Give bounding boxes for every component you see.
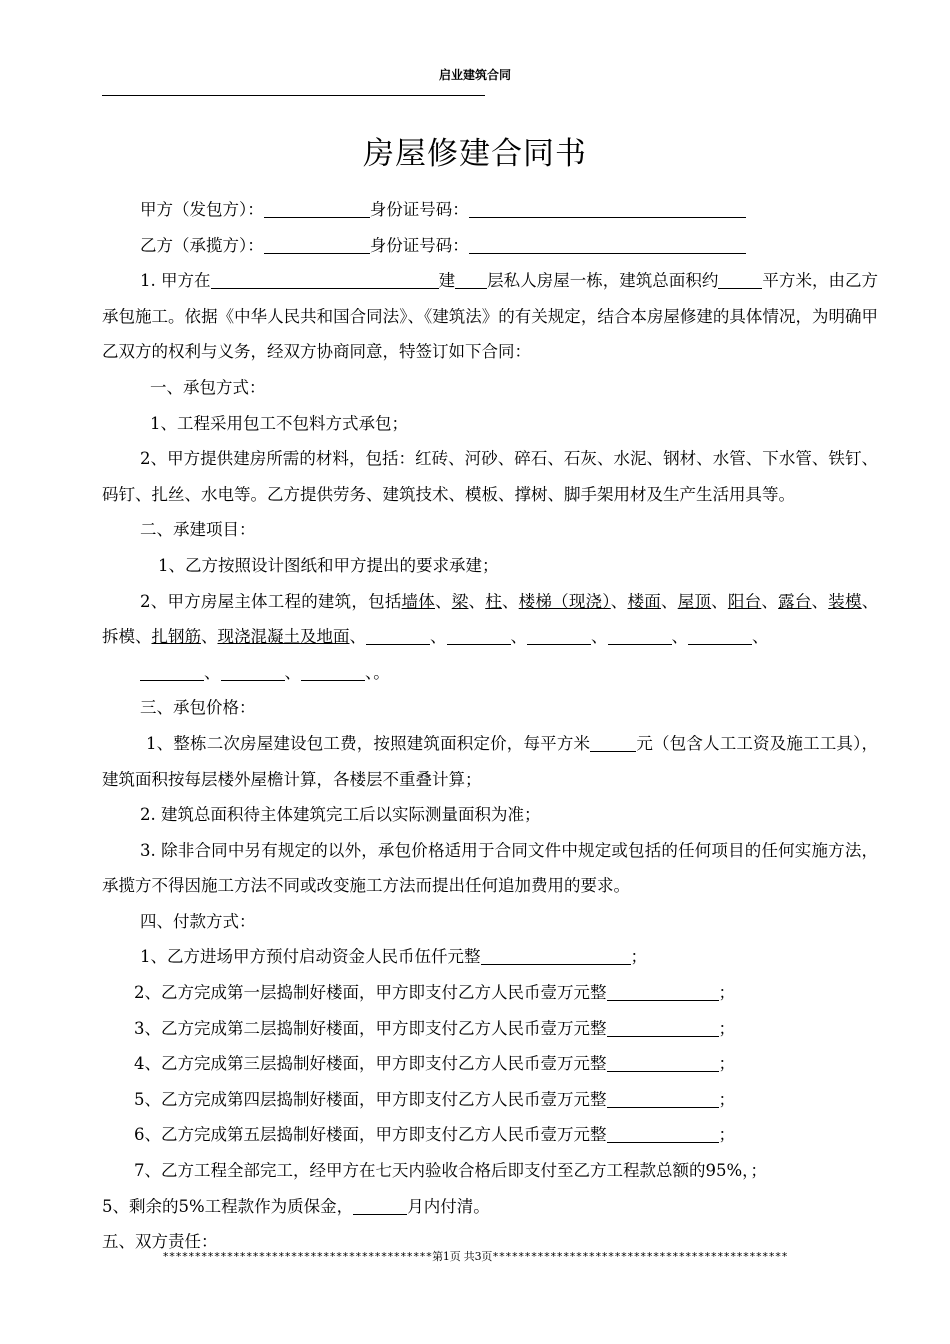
location-blank[interactable] bbox=[211, 270, 439, 289]
sep: 、 bbox=[591, 627, 608, 647]
sep: 、 bbox=[711, 591, 728, 611]
term-wall: 墙体 bbox=[401, 591, 435, 611]
party-b-id-label: 身份证号码： bbox=[369, 235, 469, 255]
semicolon: ； bbox=[718, 1125, 735, 1145]
payment-item-3 bbox=[102, 1011, 878, 1047]
sep: 、 bbox=[365, 662, 374, 682]
extra-item-blank[interactable] bbox=[140, 662, 204, 681]
header-rule bbox=[102, 95, 485, 96]
sep: 、 bbox=[201, 627, 218, 647]
term-column: 柱 bbox=[485, 591, 502, 611]
section-1-item-1: 1、工程采用包工不包料方式承包； bbox=[150, 413, 408, 433]
sep: 、 bbox=[660, 591, 678, 611]
page-number: 第1页 共3页 bbox=[432, 1250, 493, 1263]
term-balcony: 阳台 bbox=[727, 591, 762, 611]
semicolon: ； bbox=[630, 947, 647, 967]
payment-item-7: 7、乙方工程全部完工，经甲方在七天内验收合格后即支付至乙方工程款总额的95%，； bbox=[134, 1161, 767, 1181]
term-concrete: 现浇混凝土及地面 bbox=[217, 627, 350, 647]
intro-text-a: 1. 甲方在 bbox=[140, 271, 211, 291]
semicolon: ； bbox=[718, 1054, 735, 1074]
section-2-item-1: 1、乙方按照设计图纸和甲方提出的要求承建； bbox=[158, 555, 499, 575]
section-4-heading: 四、付款方式： bbox=[140, 911, 256, 931]
payment-text: 5、乙方完成第四层捣制好楼面，甲方即支付乙方人民币壹万元整 bbox=[134, 1089, 607, 1109]
party-a-id-blank[interactable] bbox=[469, 199, 746, 218]
list-end: 。 bbox=[373, 662, 390, 682]
payment-item-retention bbox=[102, 1189, 878, 1225]
semicolon: ； bbox=[718, 983, 735, 1003]
semicolon: ； bbox=[718, 1089, 735, 1109]
floors-blank[interactable] bbox=[455, 270, 487, 289]
contract-body bbox=[102, 192, 878, 1260]
sep: 、 bbox=[135, 627, 152, 647]
sep: 、 bbox=[861, 591, 879, 611]
payment-blank[interactable] bbox=[607, 1018, 719, 1037]
party-b-line bbox=[102, 228, 878, 264]
area-blank[interactable] bbox=[718, 270, 762, 289]
sep: 、 bbox=[510, 627, 527, 647]
payment-item-5 bbox=[102, 1082, 878, 1118]
intro-text-cont: 米，由乙方承包施工。依据《中华人民共和国合同法》、《建筑法》的有关规定，结合本房屋修建的具体情况，为明确甲乙双方的权利与义务，经双方协商同意，特签订如下合同： bbox=[102, 271, 879, 362]
payment-item-6 bbox=[102, 1117, 878, 1153]
term-stairs: 楼梯（现浇） bbox=[518, 591, 611, 611]
section-1-item-2: 2、甲方提供建房所需的材料，包括：红砖、河砂、碎石、石灰、水泥、钢材、水管、下水管、铁钉、码钉、扎丝、水电等。乙方提供劳务、建筑技术、模板、撑树、脚手架用材及生产生活用具等。 bbox=[102, 449, 878, 504]
payment-text: 4、乙方完成第三层捣制好楼面，甲方即支付乙方人民币壹万元整 bbox=[134, 1054, 607, 1074]
party-b-label: 乙方（承揽方）： bbox=[140, 235, 264, 255]
footer-stars-left: ****************************************** bbox=[162, 1250, 433, 1263]
party-a-line bbox=[102, 192, 878, 228]
term-rebar: 扎钢筋 bbox=[151, 627, 201, 647]
party-a-id-label: 身份证号码： bbox=[369, 200, 469, 219]
term-formwork: 装模 bbox=[828, 591, 862, 611]
party-a-name-blank[interactable] bbox=[264, 199, 370, 218]
payment-blank[interactable] bbox=[607, 1089, 719, 1108]
term-remove-formwork: 拆模 bbox=[102, 627, 135, 647]
section-3-heading: 三、承包价格： bbox=[140, 698, 256, 718]
retention-text-b: 月内付清。 bbox=[407, 1196, 490, 1216]
payment-item-1 bbox=[102, 939, 878, 975]
retention-text-a: 5、剩余的5%工程款作为质保金， bbox=[102, 1196, 354, 1216]
payment-text: 3、乙方完成第二层捣制好楼面，甲方即支付乙方人民币壹万元整 bbox=[134, 1018, 607, 1038]
party-b-name-blank[interactable] bbox=[264, 235, 370, 254]
extra-item-blank[interactable] bbox=[447, 626, 511, 645]
extra-item-blank[interactable] bbox=[301, 662, 365, 681]
payment-text: 6、乙方完成第五层捣制好楼面，甲方即支付乙方人民币壹万元整 bbox=[134, 1125, 607, 1145]
sep: 、 bbox=[610, 591, 628, 611]
intro-text-d: 平方 bbox=[762, 271, 796, 291]
payment-blank[interactable] bbox=[607, 1053, 719, 1072]
section-1-heading: 一、承包方式： bbox=[150, 377, 266, 397]
sep: 、 bbox=[349, 627, 366, 647]
retention-months-blank[interactable] bbox=[353, 1196, 407, 1215]
extra-item-blank[interactable] bbox=[221, 662, 285, 681]
payment-blank[interactable] bbox=[607, 982, 719, 1001]
running-header: 启业建筑合同 bbox=[438, 68, 511, 82]
term-floor: 楼面 bbox=[627, 591, 661, 611]
extra-item-blank[interactable] bbox=[527, 626, 591, 645]
price-text-a: 1、整栋二次房屋建设包工费，按照建筑面积定价，每平方米 bbox=[146, 733, 591, 753]
price-per-sqm-blank[interactable] bbox=[590, 733, 636, 752]
section-3-item-3: 3. 除非合同中另有规定的以外，承包价格适用于合同文件中规定或包括的任何项目的任何实施方法，承揽方不得因施工方法不同或改变施工方法而提出任何追加费用的要求。 bbox=[102, 840, 878, 896]
section-3-item-1 bbox=[102, 726, 878, 797]
sep: 、 bbox=[501, 591, 519, 611]
section-5-heading: 五、双方责任： bbox=[102, 1232, 218, 1252]
payment-item-2 bbox=[102, 975, 878, 1011]
sep: 、 bbox=[468, 591, 486, 611]
payment-text: 1、乙方进场甲方预付启动资金人民币伍仟元整 bbox=[140, 947, 481, 967]
term-roof: 屋顶 bbox=[677, 591, 712, 611]
document-title: 房屋修建合同书 bbox=[363, 136, 587, 172]
sep: 、 bbox=[435, 591, 452, 611]
party-a-label: 甲方（发包方）： bbox=[140, 200, 264, 219]
intro-text-b: 建 bbox=[438, 271, 456, 291]
sep: 、 bbox=[752, 627, 769, 647]
payment-text: 2、乙方完成第一层捣制好楼面，甲方即支付乙方人民币壹万元整 bbox=[134, 983, 607, 1003]
semicolon: ； bbox=[718, 1018, 735, 1038]
item2-prefix: 2、甲方房屋主体工程的建筑，包括 bbox=[140, 591, 402, 611]
footer-stars-right: ********************************************** bbox=[492, 1250, 788, 1263]
intro-paragraph bbox=[102, 263, 878, 370]
sep: 、 bbox=[284, 662, 301, 682]
sep: 、 bbox=[761, 591, 779, 611]
payment-item-4 bbox=[102, 1046, 878, 1082]
payment-blank[interactable] bbox=[481, 946, 631, 965]
term-terrace: 露台 bbox=[778, 591, 812, 611]
price-text-b: 元（包含人工工资及施工工具），建筑面积按每层楼外屋檐计算，各楼层不重叠计算； bbox=[102, 733, 879, 789]
party-b-id-blank[interactable] bbox=[469, 235, 746, 254]
extra-item-blank[interactable] bbox=[366, 626, 430, 645]
section-3-item-2: 2. 建筑总面积待主体建筑完工后以实际测量面积为准； bbox=[140, 805, 541, 825]
sep: 、 bbox=[430, 627, 447, 647]
extra-item-blank[interactable] bbox=[688, 626, 752, 645]
sep: 、 bbox=[671, 627, 688, 647]
intro-text-c: 层私人房屋一栋，建筑总面积约 bbox=[487, 271, 719, 291]
term-beam: 梁 bbox=[451, 591, 469, 611]
section-2-heading: 二、承建项目： bbox=[140, 520, 256, 540]
page-footer bbox=[0, 1248, 950, 1264]
sep: 、 bbox=[204, 662, 221, 682]
extra-item-blank[interactable] bbox=[608, 626, 672, 645]
payment-blank[interactable] bbox=[607, 1124, 719, 1143]
sep: 、 bbox=[811, 591, 829, 611]
section-2-item-2 bbox=[102, 584, 878, 691]
